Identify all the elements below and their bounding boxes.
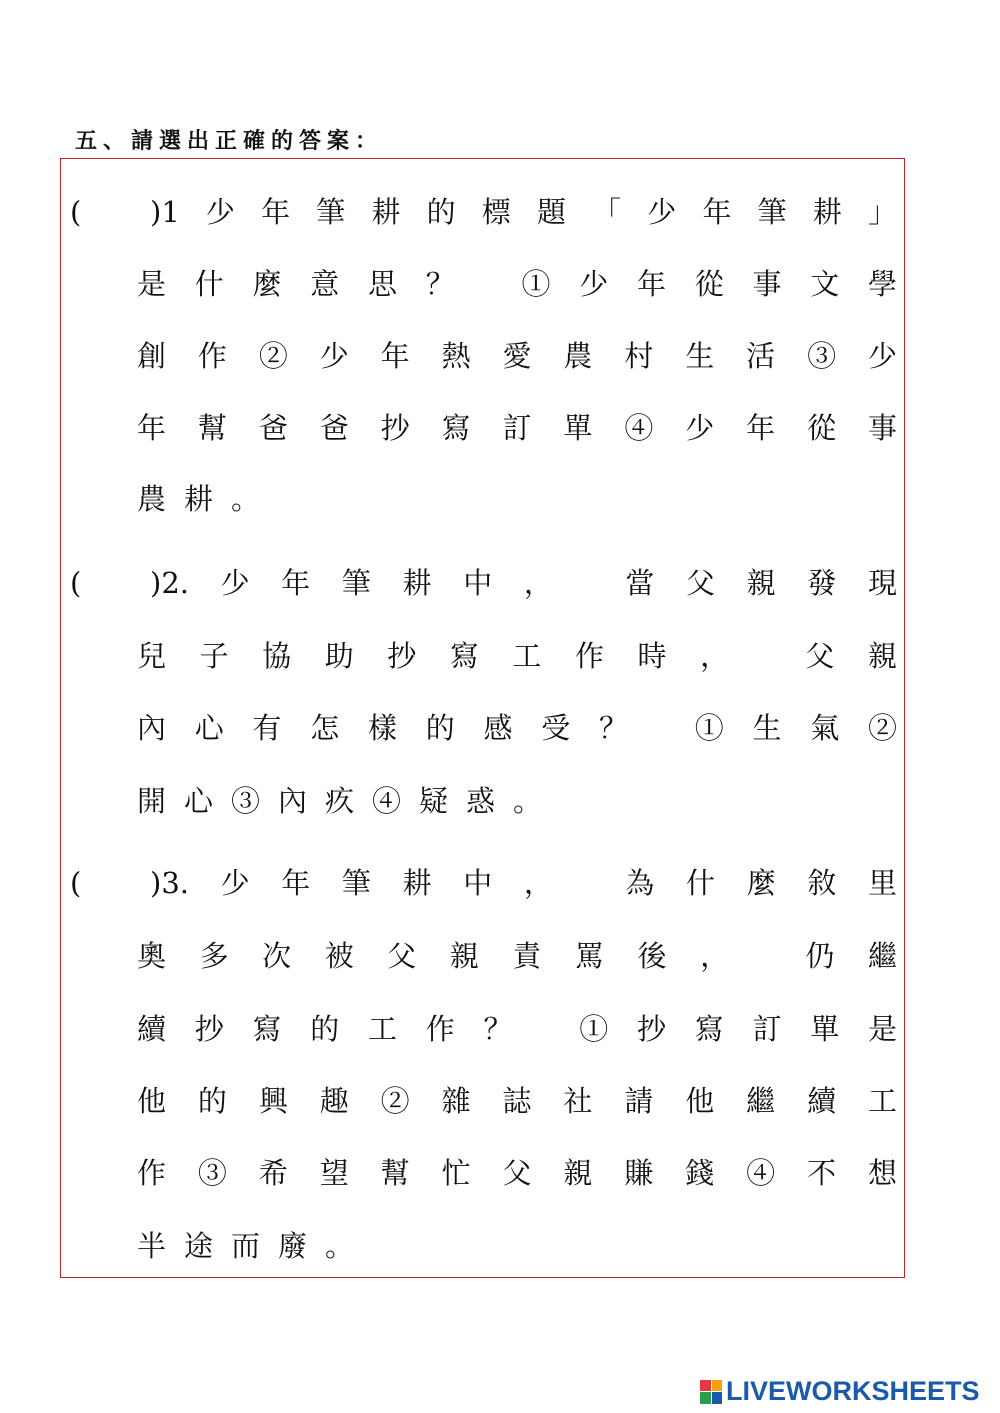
answer-blank-2[interactable]: ( [70, 566, 82, 600]
answer-blank-3[interactable]: ( [70, 866, 82, 900]
question-2-line: 兒子協助抄寫工作時， 父親 [137, 639, 897, 673]
logo-mark-icon [700, 1380, 722, 1404]
question-1-line: 是什麼意思？ ①少年從事文學 [137, 267, 897, 301]
answer-blank-1[interactable]: ( [70, 195, 82, 229]
question-1-line: )1少年筆耕的標題「少年筆耕」 [150, 195, 897, 229]
question-3-line: 他的興趣②雜誌社請他繼續工 [137, 1084, 897, 1118]
logo-text: LIVEWORKSHEETS [726, 1376, 980, 1406]
liveworksheets-logo [700, 1376, 980, 1407]
question-2-line: 開心③內疚④疑惑。 [137, 784, 561, 818]
question-1-line: 農耕。 [137, 482, 279, 516]
section-title: 五、請選出正確的答案： [75, 128, 384, 154]
question-2-line: 內心有怎樣的感受？ ①生氣② [137, 711, 897, 745]
question-3-line: 半途而廢。 [137, 1229, 373, 1263]
question-3-line: 奧多次被父親責罵後， 仍繼 [137, 939, 897, 973]
question-3-line: 作③希望幫忙父親賺錢④不想 [137, 1156, 897, 1190]
question-3-line: 續抄寫的工作？ ①抄寫訂單是 [137, 1012, 897, 1046]
question-1-line: 創作②少年熱愛農村生活③少 [137, 339, 897, 373]
question-2-line: )2.少年筆耕中， 當父親發現 [150, 566, 897, 600]
question-3-line: )3.少年筆耕中， 為什麼敘里 [150, 866, 897, 900]
question-1-line: 年幫爸爸抄寫訂單④少年從事 [137, 411, 897, 445]
